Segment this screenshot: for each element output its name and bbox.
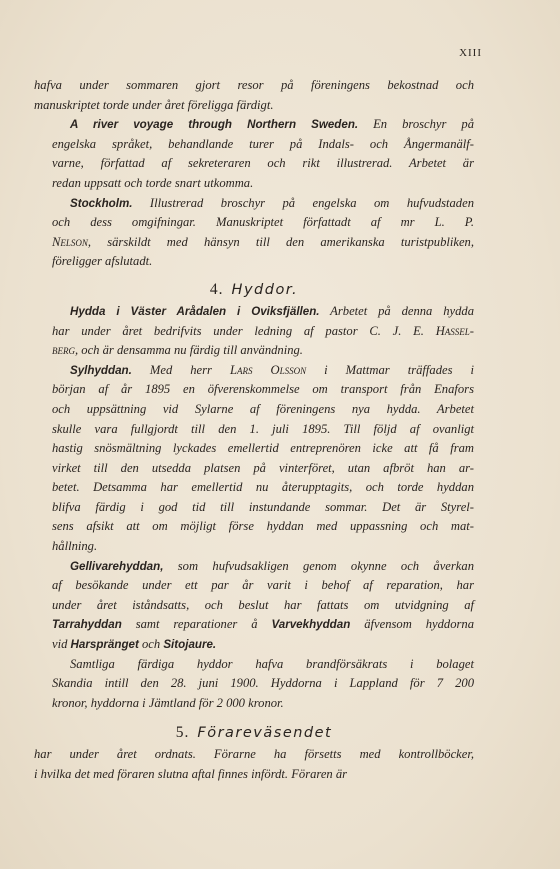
text-line [34, 322, 474, 342]
page-number: XIII [459, 47, 482, 59]
name-smallcaps: Hassel- [435, 323, 474, 338]
text-line [34, 341, 474, 361]
text-run: redan uppsatt och torde snart utkomma. [52, 175, 254, 190]
text-run: Med herr [131, 362, 230, 377]
text-line [34, 478, 474, 498]
text-line [34, 498, 474, 518]
name-smallcaps: Nelson [52, 234, 88, 249]
paragraph [34, 194, 474, 272]
text-run: virket till den utsedda platsen på vinterföret, utan afbröt han ar- [52, 460, 474, 475]
text-run: Illustrerad broschyr på engelska om hufvudstaden [132, 195, 474, 210]
text-run: har under året bedrifvits under ledning af pastor C. J. E. [52, 323, 436, 338]
text-run: föreligger afslutadt. [52, 254, 153, 269]
text-run: i hvilka det med föraren slutna aftal finnes infördt. Föraren är [34, 767, 348, 781]
text-run: samt reparationer å [121, 617, 272, 632]
text-run: manuskriptet torde under året föreligga färdigt. [34, 97, 274, 112]
text-run: och dess omgifningar. Manuskriptet författadt af mr L. P. [52, 215, 474, 230]
text-line [34, 745, 474, 765]
text-line [34, 459, 474, 479]
text-run: hafva under sommaren gjort resor på föreningens bekostnad och [34, 78, 474, 92]
text-line [34, 439, 474, 459]
bold-term: Tarrahyddan [52, 618, 122, 632]
section-heading [34, 721, 474, 745]
section-heading [34, 278, 474, 302]
text-run: , särskildt med hänsyn till den amerikanska turistpubliken, [87, 234, 474, 249]
text-run: i Mattmar träffades i [306, 362, 474, 377]
paragraph [34, 302, 474, 361]
paragraph [34, 361, 474, 557]
text-line [34, 252, 474, 272]
text-run: början af år 1895 en öfverenskommelse om transport från Enafors [52, 382, 474, 397]
bold-term: Sylhyddan. [70, 363, 132, 377]
text-line [34, 635, 474, 655]
text-run: varne, författad af sekreteraren och rikt illustrerad. Arbetet är [52, 156, 474, 171]
text-line [34, 557, 474, 577]
bold-term: Gellivarehyddan, [70, 559, 164, 573]
paragraph [34, 745, 474, 784]
section-number: 4. [209, 280, 224, 298]
text-run: har under året ordnats. Förarne ha försetts med kontrollböcker, [34, 747, 474, 762]
text-line [34, 420, 474, 440]
text-run: som hufvudsakligen genom okynne och åverkan [163, 558, 474, 573]
bold-term: Sitojaure. [163, 638, 217, 652]
text-line [34, 115, 474, 135]
text-run: Arbetet på denna hydda [319, 303, 474, 318]
bold-term: Hydda i Väster Arådalen i Oviksfjällen. [70, 304, 320, 318]
section-number: 5. [175, 724, 190, 742]
text-run: hållning. [52, 539, 98, 554]
text-line [34, 380, 474, 400]
text-line [34, 596, 474, 616]
text-run: skulle vara fullgjordt till den 1. juli 1895. Till följd af ovanligt [52, 421, 474, 436]
text-line [34, 174, 474, 194]
name-smallcaps: berg [52, 343, 75, 358]
text-line [34, 194, 474, 214]
text-line [34, 361, 474, 381]
text-line [34, 615, 474, 635]
text-run: Samtliga färdiga hyddor hafva brandförsäkrats i bolaget [70, 656, 474, 671]
text-run: , och är densamma nu färdig till användning. [75, 343, 303, 358]
text-run: hastig snösmältning lyckades emellertid entreprenören icke att få fram [52, 441, 474, 456]
paragraph [34, 557, 474, 655]
text-run: sens afsikt att om möjligt förse hyddan med uppassning och mat- [52, 519, 474, 534]
text-line [34, 537, 474, 557]
bold-term: A river voyage through Northern Sweden. [70, 118, 359, 132]
text-run: blifva färdig i god tid till instundande sommar. Det är Styrel- [52, 499, 474, 514]
text-run: engelska språket, behandlande turer på Indals- och Ångermanälf- [52, 136, 474, 151]
text-run: och [138, 637, 164, 652]
section-title: Hyddor. [231, 281, 299, 298]
text-run: äfvensom hyddorna [350, 617, 474, 632]
text-run: kronor, hyddorna i Jämtland för 2 000 kronor. [52, 695, 284, 710]
bold-term: Stockholm. [70, 196, 133, 210]
paragraph [34, 76, 474, 115]
text-run: under året iståndsatts, och beslut har fattats om utvidgning af [52, 597, 474, 612]
text-line [34, 400, 474, 420]
name-smallcaps: Lars Olsson [229, 362, 307, 377]
paragraph [34, 115, 474, 193]
page-text [34, 76, 474, 785]
text-run: betet. Detsamma har emellertid nu återupptagits, och torde hyddan [52, 480, 474, 495]
text-line [34, 233, 474, 253]
text-line [34, 674, 474, 694]
text-run: af besökande under ett par år varit i behof af reparation, har [52, 578, 474, 593]
section-title: Förareväsendet [197, 725, 333, 742]
text-line [34, 576, 474, 596]
text-line [34, 213, 474, 233]
bold-term: Varvekhyddan [271, 618, 351, 632]
paragraph [34, 655, 474, 714]
text-run: En broschyr på [358, 117, 474, 132]
bold-term: Harspränget [70, 638, 139, 652]
text-run: Skandia intill den 28. juni 1900. Hyddorna i Lappland för 7 200 [52, 676, 474, 691]
text-line [34, 76, 474, 96]
text-run: och uppsättning vid Sylarne af föreningens nya hydda. Arbetet [52, 401, 474, 416]
text-line [34, 154, 474, 174]
text-line [34, 517, 474, 537]
text-line [34, 135, 474, 155]
text-line [34, 765, 474, 785]
text-line [34, 655, 474, 675]
text-line [34, 694, 474, 714]
text-run: vid [52, 637, 71, 652]
text-line [34, 96, 474, 116]
text-line [34, 302, 474, 322]
